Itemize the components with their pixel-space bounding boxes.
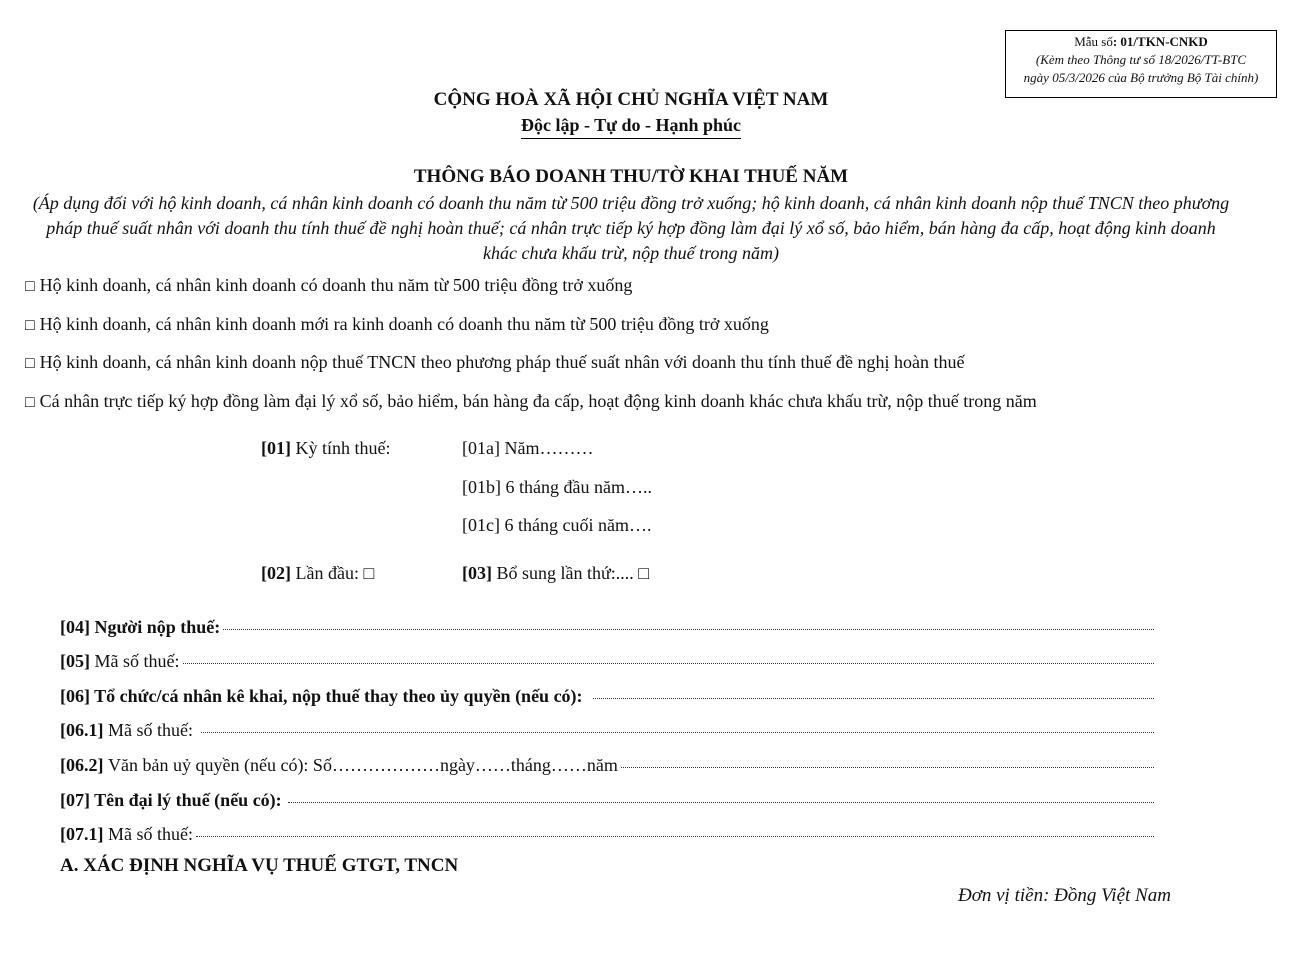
authorized-tax-code-field[interactable]: [06.1] Mã số thuế: (60, 720, 1154, 741)
checkbox[interactable]: □ (25, 317, 35, 334)
checkbox[interactable]: □ (25, 394, 35, 411)
currency-unit-note: Đơn vị tiền: Đồng Việt Nam (958, 885, 1171, 906)
section-a-heading: A. XÁC ĐỊNH NGHĨA VỤ THUẾ GTGT, TNCN (60, 855, 459, 876)
option-label: Hộ kinh doanh, cá nhân kinh doanh có doanh thu năm từ 500 triệu đồng trở xuống (39, 275, 633, 295)
checkbox[interactable]: □ (25, 278, 35, 295)
fill-line (223, 628, 1154, 630)
tax-period-label: [01] Kỳ tính thuế: (261, 438, 391, 458)
period-second-half-field[interactable]: [01c] 6 tháng cuối năm…. (462, 515, 652, 535)
fill-line (593, 697, 1154, 699)
option-label: Hộ kinh doanh, cá nhân kinh doanh nộp thuế TNCN theo phương pháp thuế suất nhân với doanh thu tính thuế đề nghị hoàn thuế (39, 352, 965, 372)
fill-line (196, 835, 1154, 837)
form-code: : 01/TKN-CNKD (1112, 34, 1208, 49)
first-time-checkbox[interactable]: □ (363, 563, 375, 583)
authorization-document-field[interactable]: [06.2] Văn bản uỷ quyền (nếu có): Số………………ngày……tháng……năm (60, 755, 1154, 776)
authorized-filer-field[interactable]: [06] Tổ chức/cá nhân kê khai, nộp thuế thay theo ủy quyền (nếu có): (60, 686, 1154, 707)
fill-line (288, 801, 1154, 803)
option-row[interactable] (25, 275, 632, 296)
form-code-line: Mẫu số: 01/TKN-CNKD (1074, 34, 1208, 49)
tax-agent-field[interactable]: [07] Tên đại lý thuế (nếu có): (60, 790, 1154, 811)
circular-reference: (Kèm theo Thông tư số 18/2026/TT-BTC (1035, 52, 1247, 67)
supplement-field: [03] Bổ sung lần thứ:.... □ (462, 563, 650, 583)
option-row[interactable] (25, 314, 769, 335)
agent-tax-code-field[interactable]: [07.1] Mã số thuế: (60, 824, 1154, 845)
document-title: THÔNG BÁO DOANH THU/TỜ KHAI THUẾ NĂM (413, 166, 849, 187)
country-name: CỘNG HOÀ XÃ HỘI CHỦ NGHĨA VIỆT NAM (433, 89, 829, 110)
circular-date: ngày 05/3/2026 của Bộ trưởng Bộ Tài chính) (1023, 70, 1259, 85)
applicability-note: (Áp dụng đối với hộ kinh doanh, cá nhân kinh doanh có doanh thu năm từ 500 triệu đồng trở xuống; hộ kinh doanh, cá nhân kinh doanh nộp thuế TNCN theo phương pháp thuế suất nhân với doanh thu tính thuế đề nghị hoàn thuế; cá nhân trực tiếp ký hợp đồng làm đại lý xổ số, bảo hiểm, bán hàng đa cấp, hoạt động kinh doanh khác chưa khấu trừ, nộp thuế trong năm) (32, 193, 1230, 263)
option-row[interactable] (25, 352, 964, 373)
checkbox[interactable]: □ (25, 355, 35, 372)
supplement-checkbox[interactable]: □ (638, 563, 650, 583)
option-row[interactable] (25, 391, 1037, 412)
tax-code-field[interactable]: [05] Mã số thuế: (60, 651, 1154, 672)
option-label: Cá nhân trực tiếp ký hợp đồng làm đại lý xổ số, bảo hiểm, bán hàng đa cấp, hoạt động kinh doanh khác chưa khấu trừ, nộp thuế trong năm (39, 391, 1037, 411)
fill-line (621, 766, 1154, 768)
taxpayer-field[interactable]: [04] Người nộp thuế: (60, 617, 1154, 638)
option-label: Hộ kinh doanh, cá nhân kinh doanh mới ra kinh doanh có doanh thu năm từ 500 triệu đồng trở xuống (39, 314, 769, 334)
period-first-half-field[interactable]: [01b] 6 tháng đầu năm….. (462, 477, 652, 497)
fill-line (201, 731, 1154, 733)
fill-line (183, 662, 1155, 664)
first-time-field: [02] Lần đầu: □ (261, 563, 375, 583)
national-motto: Độc lập - Tự do - Hạnh phúc (0, 115, 1262, 139)
form-code-box (1005, 30, 1277, 98)
period-year-field[interactable]: [01a] Năm……… (462, 438, 594, 458)
